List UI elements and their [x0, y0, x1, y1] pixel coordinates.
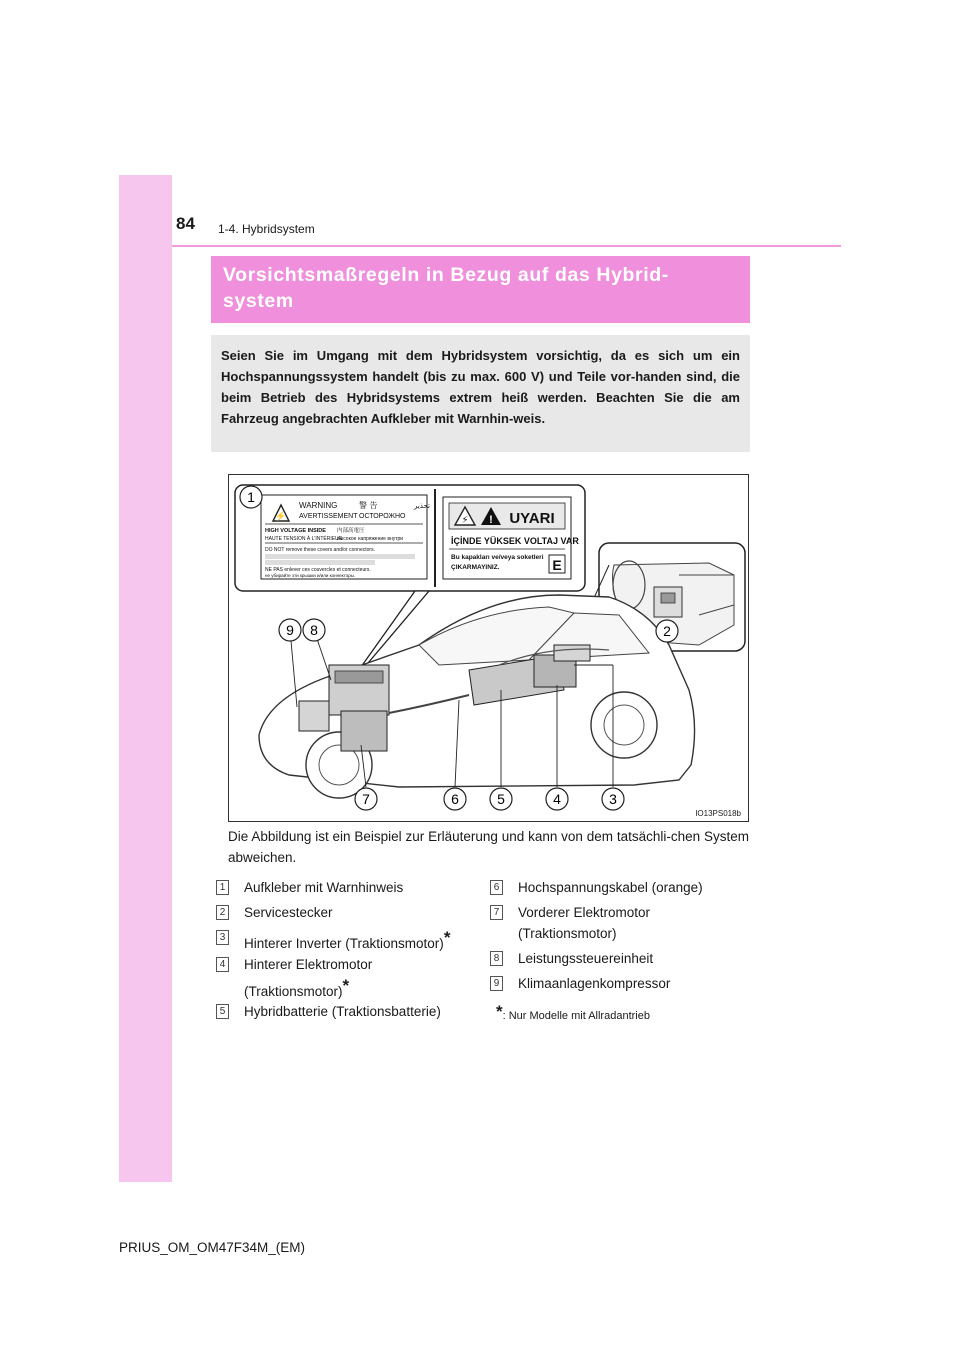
lightning-glyph: ⚡ [275, 511, 287, 521]
legend-number: 5 [216, 1004, 229, 1019]
legend-number: 8 [490, 951, 503, 966]
legend-number: 9 [490, 976, 503, 991]
svg-text:2: 2 [663, 623, 671, 639]
section-title-band [211, 256, 750, 323]
callout-9 [279, 619, 301, 641]
legend-text: Hybridbatterie (Traktionsbatterie) [244, 1004, 441, 1019]
footnote-marker: * [443, 928, 451, 947]
svg-text:1: 1 [247, 489, 255, 505]
figure-code: IO13PS018b [695, 809, 741, 818]
section-label: 1-4. Hybridsystem [218, 222, 315, 236]
legend-text: Servicestecker [244, 905, 333, 920]
hv-en-text: HIGH VOLTAGE INSIDE [265, 528, 326, 534]
footnote-marker: * [342, 976, 350, 995]
legend-number: 3 [216, 930, 229, 945]
page-number: 84 [176, 214, 195, 233]
intro-text: Seien Sie im Umgang mit dem Hybridsystem vorsichtig, da es sich um ein Hochspannungssystem handelt (bis zu max. 600 V) und Teile vor-handen sind, die beim Betrieb des Hybridsystems extrem heiß werden. Beachten Sie die am Fahrzeug angebrachten Aufkleber mit Warnhin-weis. [221, 348, 740, 426]
legend-number: 2 [216, 905, 229, 920]
legend-text: Vorderer Elektromotor [518, 905, 651, 920]
legend-text: Hochspannungskabel (orange) [518, 880, 703, 895]
hv-ru-text: высокое напряжение внутри [337, 536, 404, 542]
header-rule [172, 245, 841, 247]
ac-compressor [299, 701, 329, 731]
warning-line-en: DO NOT remove these covers and/or connectors. [265, 547, 375, 553]
hv-tr-text: İÇİNDE YÜKSEK VOLTAJ VAR [451, 536, 579, 546]
legend-number: 7 [490, 905, 503, 920]
footer-doc-code: PRIUS_OM_OM47F34M_(EM) [119, 1240, 306, 1255]
section-title-line-2: system [223, 290, 294, 312]
callout-4 [546, 788, 568, 810]
warning-fr-text: AVERTISSEMENT [299, 513, 358, 520]
tr-line-2: ÇIKARMAYINIZ. [451, 564, 500, 571]
svg-text:6: 6 [451, 791, 459, 807]
label-letter: E [552, 557, 562, 573]
svg-text:8: 8 [310, 622, 318, 638]
rear-wheel [591, 692, 657, 758]
svg-text:7: 7 [362, 791, 370, 807]
intro-box [211, 335, 750, 452]
callout-6 [444, 788, 466, 810]
callout-2 [656, 620, 678, 642]
hybrid-system-illustration [229, 475, 749, 822]
exclamation-glyph: ! [489, 514, 493, 526]
warning-en-text: WARNING [299, 501, 338, 510]
legend-number: 1 [216, 880, 229, 895]
legend-text: Leistungssteuereinheit [518, 951, 654, 966]
hv-jp-text: 内部高電圧 [337, 528, 365, 534]
warning-ar-text: تحذير [414, 502, 430, 510]
footnote-text: : Nur Modelle mit Allradantrieb [502, 1010, 650, 1022]
warning-line-fr: NE PAS enlever ces couvercles et connecteurs. [265, 567, 371, 573]
footnote [496, 1002, 650, 1022]
warning-line-ru: не убирайте эти крышки и/или коннекторы. [265, 573, 356, 578]
svg-text:5: 5 [497, 791, 505, 807]
hybrid-system-figure [228, 474, 749, 822]
svg-text:3: 3 [609, 791, 617, 807]
legend-number: 6 [490, 880, 503, 895]
svg-text:9: 9 [286, 622, 294, 638]
legend-text: Hinterer Inverter (Traktionsmotor) [244, 936, 444, 951]
front-motor [341, 711, 387, 751]
legend-text: Hinterer Elektromotor [244, 957, 373, 972]
footnote-star: * [496, 1002, 503, 1021]
legend-number: 4 [216, 957, 229, 972]
callout-8 [303, 619, 325, 641]
figure-caption: Die Abbildung ist ein Beispiel zur Erläuterung und kann von dem tatsächli-chen System abweichen. [228, 829, 749, 865]
callout-1 [240, 486, 262, 508]
legend-text-continued: (Traktionsmotor) [244, 984, 343, 999]
legend-text-continued: (Traktionsmotor) [518, 926, 617, 941]
callout-7 [355, 788, 377, 810]
rear-inverter [554, 645, 590, 661]
tr-line-1: Bu kapakları ve/veya soketleri [451, 554, 544, 561]
svg-text:4: 4 [553, 791, 561, 807]
warning-jp-text: 警 告 [359, 501, 378, 510]
service-plug-handle [661, 593, 675, 603]
legend-text: Aufkleber mit Warnhinweis [244, 880, 404, 895]
side-tab-strip [119, 175, 172, 1182]
japanese-text-lines [265, 560, 375, 565]
callout-5 [490, 788, 512, 810]
lightning-glyph: ⚡ [461, 515, 469, 526]
uyari-text: UYARI [509, 510, 555, 527]
callout-3 [602, 788, 624, 810]
hv-fr-text: HAUTE TENSION À L'INTÉRIEUR [265, 536, 343, 542]
power-control-unit-cover [335, 671, 383, 683]
warning-ru-text: ОСТОРОЖНО [359, 513, 406, 520]
legend-text: Klimaanlagenkompressor [518, 976, 671, 991]
japanese-text-lines [265, 554, 415, 559]
section-title-line-1: Vorsichtsmaßregeln in Bezug auf das Hybrid- [223, 264, 669, 286]
